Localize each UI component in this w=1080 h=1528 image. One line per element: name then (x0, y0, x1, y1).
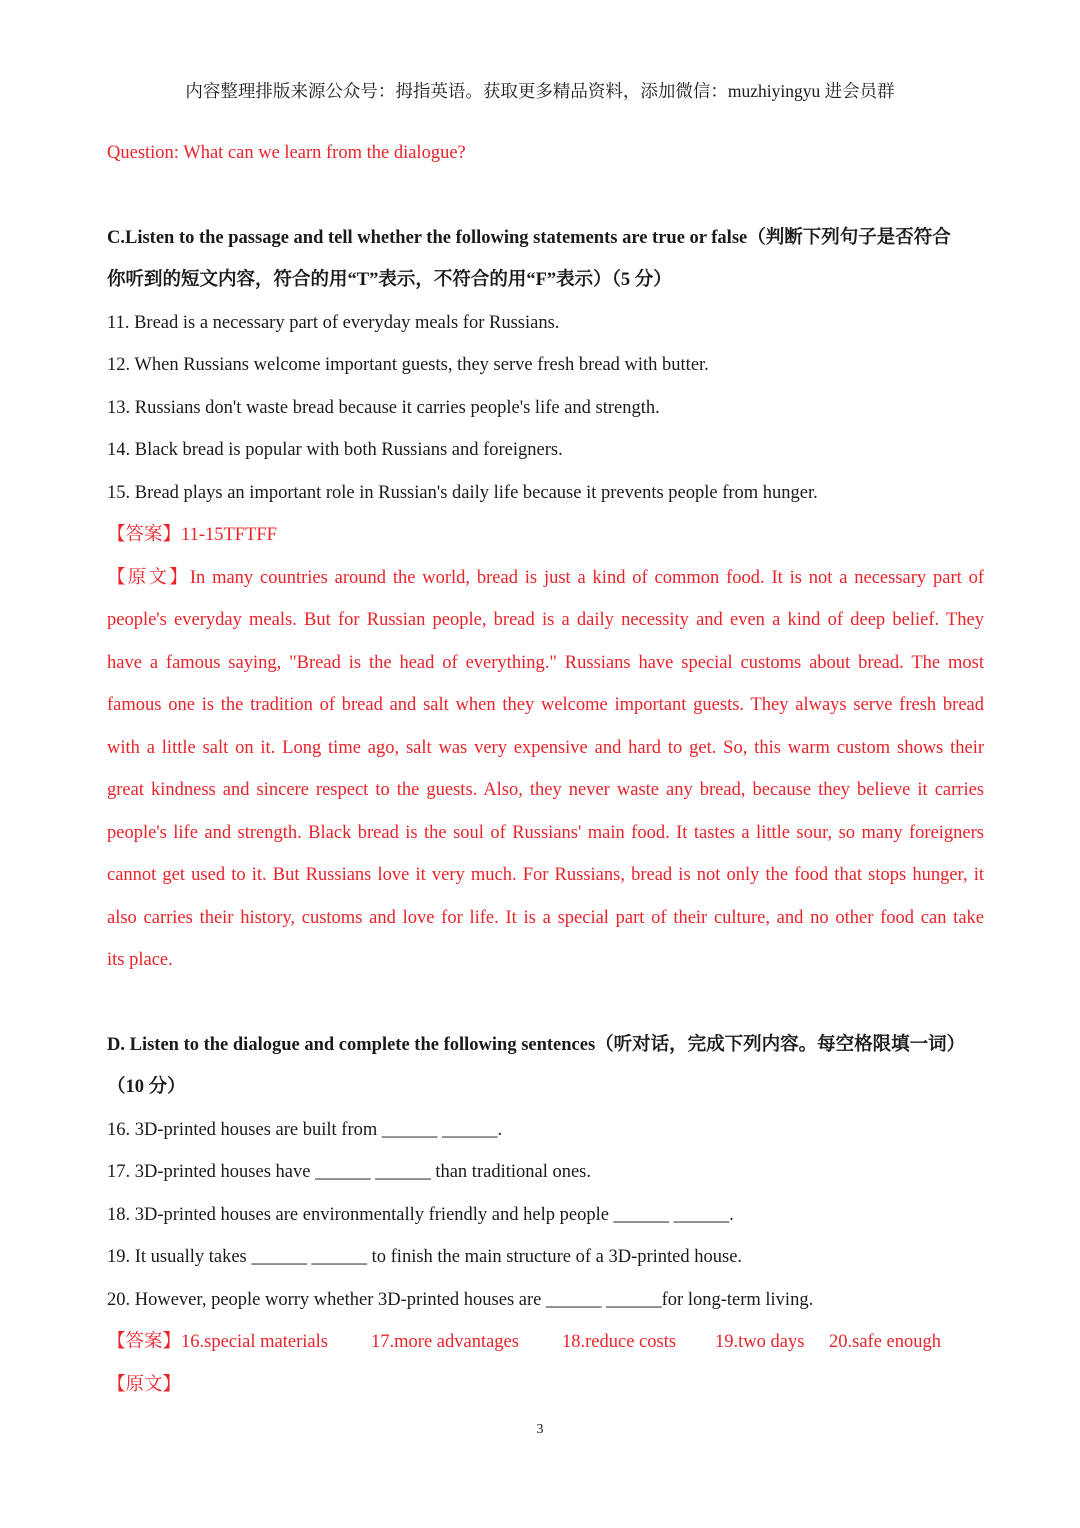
page-number: 3 (536, 1422, 544, 1437)
page-header: 内容整理排版来源公众号：拇指英语。获取更多精品资料，添加微信：muzhiyingyu 进会员群 (185, 81, 895, 101)
fill-blank-item: 18. 3D-printed houses are environmentally friendly and help people ______ ______. (107, 1205, 734, 1225)
script-label: 【原文】 (107, 568, 190, 588)
answer-item: 17.more advantages (371, 1332, 519, 1352)
answer-item: 20.safe enough (829, 1332, 942, 1352)
fill-blank-item: 16. 3D-printed houses are built from ______ ______. (107, 1120, 503, 1140)
script-line: have a famous saying, "Bread is the head of everything." Russians have special customs about bread. The most (107, 653, 984, 673)
section-d-answer (107, 1330, 984, 1354)
section-d-instruction-line1: D. Listen to the dialogue and complete the following sentences（听对话，完成下列内容。每空格限填一词） (107, 1035, 966, 1055)
section-d-instruction-line2: （10 分） (107, 1077, 186, 1097)
section-d-script-label: 【原文】 (107, 1375, 182, 1395)
section-c-instruction-line2: 你听到的短文内容，符合的用“T”表示，不符合的用“F”表示）（5 分） (107, 270, 672, 290)
statement-item: 11. Bread is a necessary part of everyday meals for Russians. (107, 313, 560, 333)
answer-label: 【答案】 (107, 1332, 182, 1352)
fill-blank-item: 20. However, people worry whether 3D-printed houses are ______ ______for long-term living. (107, 1290, 814, 1310)
answer-text: 11-15TFTFF (181, 525, 277, 545)
script-text: In many countries around the world, bread is just a kind of common food. It is not a necessary part of (189, 568, 984, 588)
answer-item: 19.two days (715, 1332, 805, 1352)
script-line: cannot get used to it. But Russians love it very much. For Russians, bread is not only the food that stops hunger, it (107, 865, 984, 885)
answer-label: 【答案】 (107, 525, 182, 545)
fill-blank-item: 19. It usually takes ______ ______ to finish the main structure of a 3D-printed house. (107, 1247, 743, 1267)
statement-item: 14. Black bread is popular with both Russians and foreigners. (107, 440, 563, 460)
script-line: also carries their history, customs and love for life. It is a special part of their culture, and no other food can take (107, 908, 984, 928)
fill-blank-item: 17. 3D-printed houses have ______ ______ than traditional ones. (107, 1162, 591, 1182)
script-line: people's everyday meals. But for Russian people, bread is a daily necessity and even a kind of deep belief. They (107, 610, 984, 630)
question-line: Question: What can we learn from the dialogue? (107, 143, 466, 163)
script-line: with a little salt on it. Long time ago, salt was very expensive and hard to get. So, this warm custom shows their (107, 738, 984, 758)
answer-item: 18.reduce costs (562, 1332, 677, 1352)
script-line: its place. (107, 950, 173, 970)
script-line (107, 566, 984, 590)
section-c-instruction-line1: C.Listen to the passage and tell whether the following statements are true or false（判断下列句子是否符合 (107, 228, 951, 248)
section-c-answer (107, 523, 984, 547)
script-line: people's life and strength. Black bread is the soul of Russians' main food. It tastes a little sour, so many foreigners (107, 823, 984, 843)
statement-item: 13. Russians don't waste bread because it carries people's life and strength. (107, 398, 660, 418)
statement-item: 12. When Russians welcome important guests, they serve fresh bread with butter. (107, 355, 709, 375)
script-line: famous one is the tradition of bread and salt when they welcome important guests. They always serve fresh bread (107, 695, 984, 715)
statement-item: 15. Bread plays an important role in Russian's daily life because it prevents people from hunger. (107, 483, 818, 503)
answer-item: 16.special materials (181, 1332, 328, 1352)
script-line: great kindness and sincere respect to the guests. Also, they never waste any bread, because they believe it carries (107, 780, 984, 800)
